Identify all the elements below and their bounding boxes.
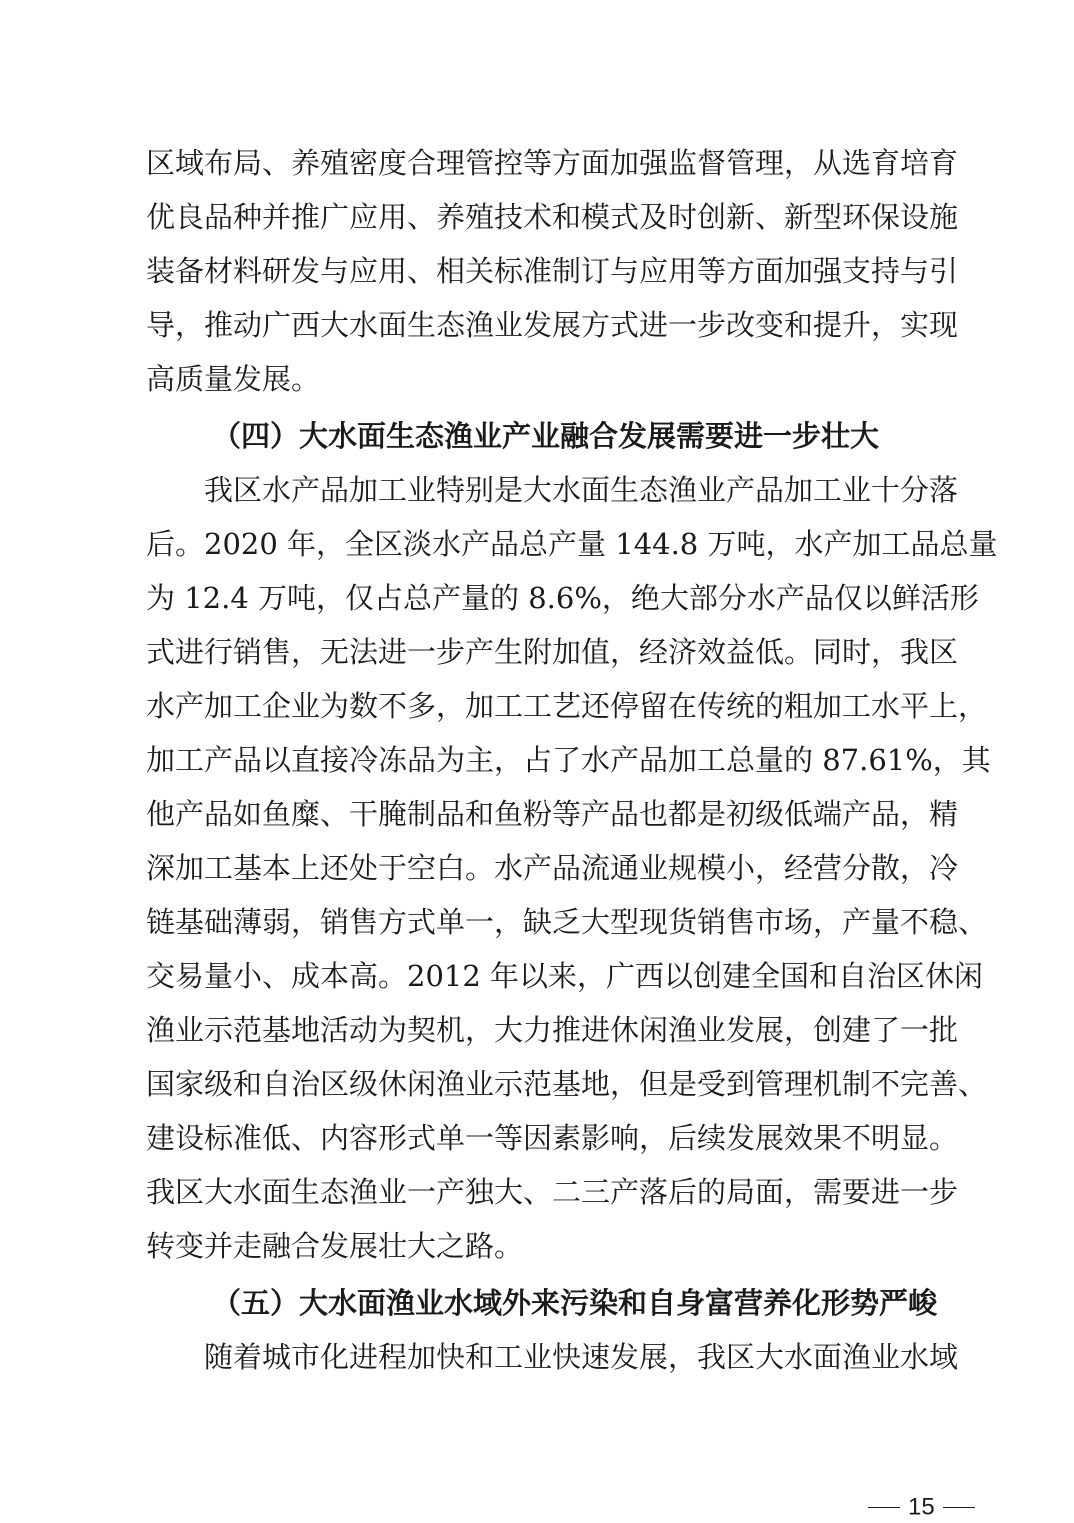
dash-right xyxy=(943,1507,975,1508)
paragraph-line: 导，推动广西大水面生态渔业发展方式进一步改变和提升，实现 xyxy=(146,308,959,342)
paragraph-line: 渔业示范基地活动为契机，大力推进休闲渔业发展，创建了一批 xyxy=(146,1013,959,1047)
paragraph-line: 他产品如鱼糜、干腌制品和鱼粉等产品也都是初级低端产品，精 xyxy=(146,797,959,831)
paragraph-line: 建设标准低、内容形式单一等因素影响，后续发展效果不明显。 xyxy=(146,1121,959,1155)
paragraph-line: 随着城市化进程加快和工业快速发展，我区大水面渔业水域 xyxy=(204,1340,959,1374)
paragraph-line: 加工产品以直接冷冻品为主，占了水产品加工总量的 87.61%，其 xyxy=(146,743,991,777)
section-heading-5: （五）大水面渔业水域外来污染和自身富营养化形势严峻 xyxy=(212,1286,938,1320)
paragraph-line: 交易量小、成本高。2012 年以来，广西以创建全国和自治区休闲 xyxy=(146,959,984,993)
paragraph-line: 式进行销售，无法进一步产生附加值，经济效益低。同时，我区 xyxy=(146,635,959,669)
paragraph-line: 转变并走融合发展壮大之路。 xyxy=(146,1229,524,1263)
paragraph-line: 水产加工企业为数不多，加工工艺还停留在传统的粗加工水平上， xyxy=(146,689,988,723)
paragraph-line: 深加工基本上还处于空白。水产品流通业规模小，经营分散，冷 xyxy=(146,851,959,885)
paragraph-line: 为 12.4 万吨，仅占总产量的 8.6%，绝大部分水产品仅以鲜活形 xyxy=(146,581,979,615)
paragraph-line: 区域布局、养殖密度合理管控等方面加强监督管理，从选育培育 xyxy=(146,146,959,180)
paragraph-line: 高质量发展。 xyxy=(146,362,321,396)
dash-left xyxy=(868,1507,900,1508)
paragraph-line: 我区水产品加工业特别是大水面生态渔业产品加工业十分落 xyxy=(204,473,959,507)
page-number xyxy=(860,1492,983,1522)
paragraph-line: 优良品种并推广应用、养殖技术和模式及时创新、新型环保设施 xyxy=(146,200,959,234)
paragraph-line: 装备材料研发与应用、相关标准制订与应用等方面加强支持与引 xyxy=(146,254,959,288)
paragraph-line: 我区大水面生态渔业一产独大、二三产落后的局面，需要进一步 xyxy=(146,1175,959,1209)
paragraph-line: 后。2020 年，全区淡水产品总产量 144.8 万吨，水产加工品总量 xyxy=(146,527,998,561)
page-number-value: 15 xyxy=(908,1493,935,1521)
paragraph-line: 国家级和自治区级休闲渔业示范基地，但是受到管理机制不完善、 xyxy=(146,1067,988,1101)
paragraph-line: 链基础薄弱，销售方式单一，缺乏大型现货销售市场，产量不稳、 xyxy=(146,905,988,939)
section-heading-4: （四）大水面生态渔业产业融合发展需要进一步壮大 xyxy=(212,419,880,453)
